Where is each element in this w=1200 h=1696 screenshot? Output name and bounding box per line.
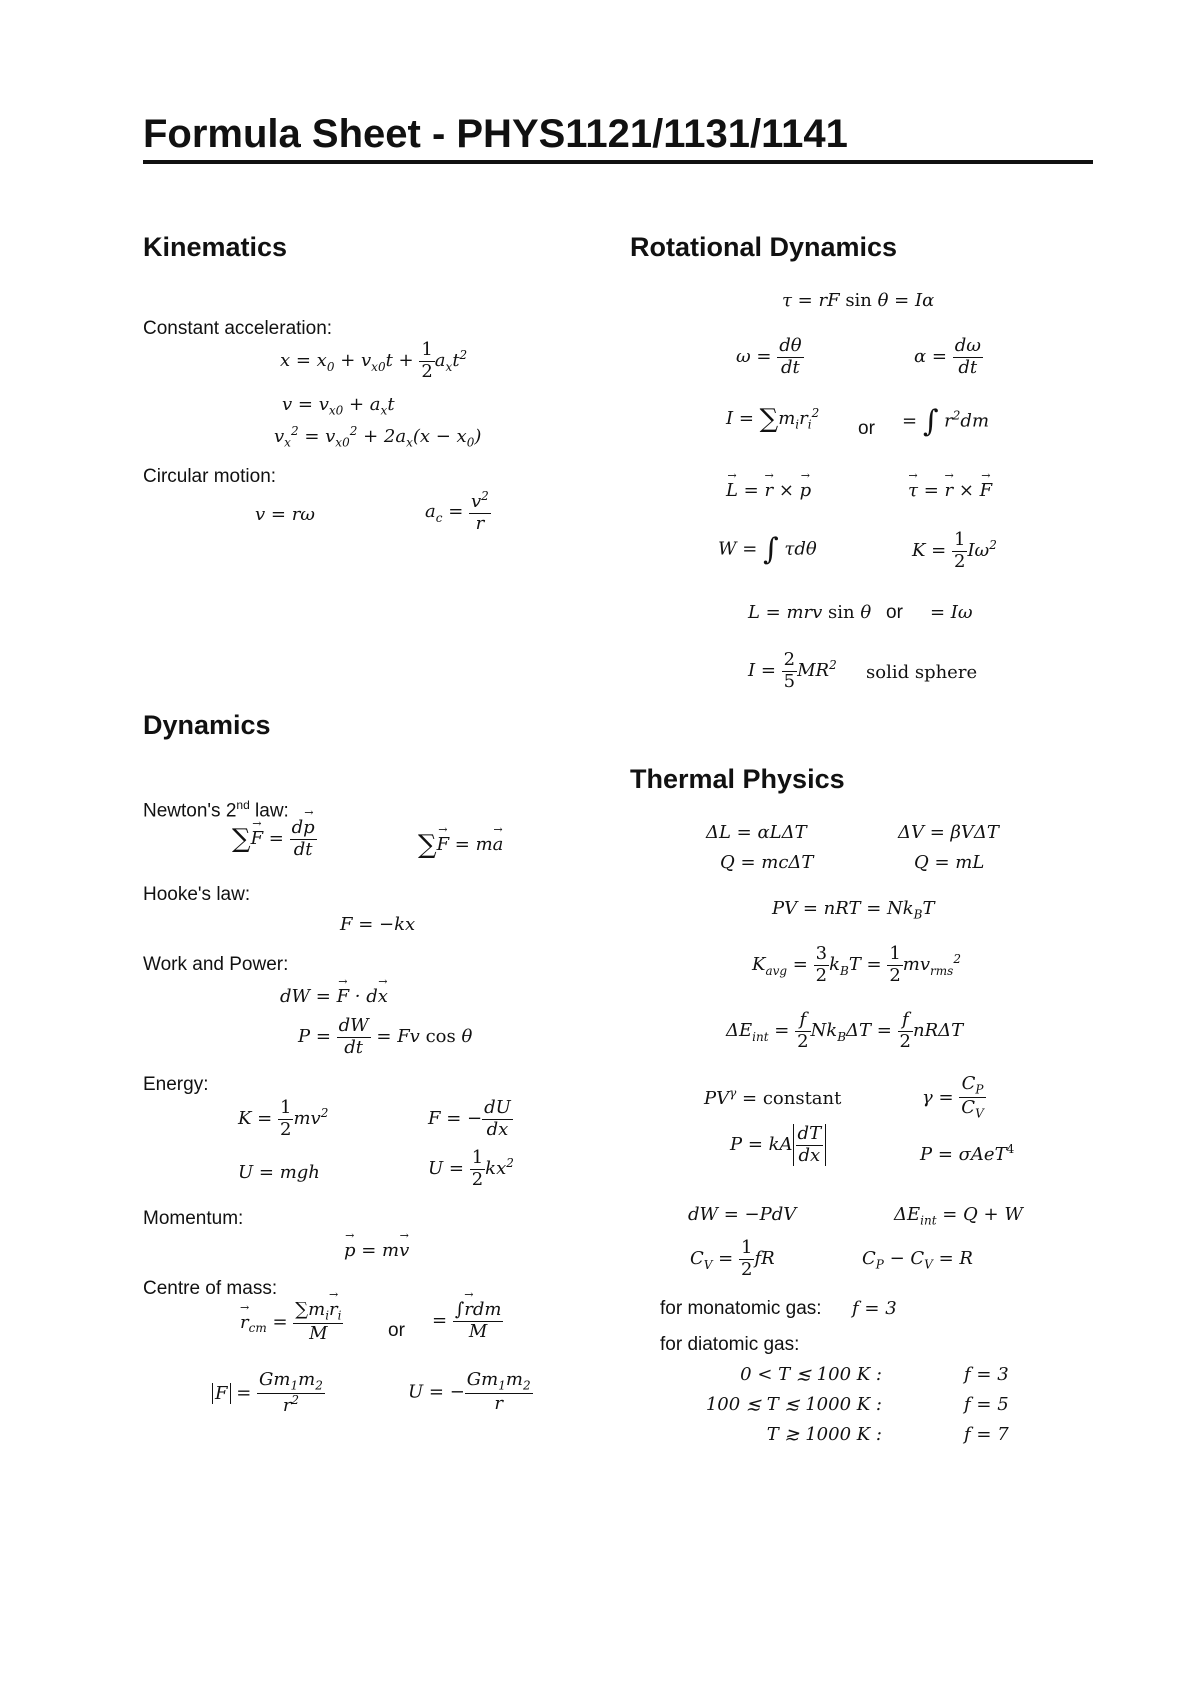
gravitational-potential-energy-equation: U = − $\frac{Gm_1m_2}{r}$ (408, 1369, 531, 1415)
angular-momentum-or: or (886, 602, 903, 623)
first-law-equation: $\Delta E_{int} = Q + W$ (894, 1204, 1023, 1228)
average-kinetic-energy-equation: $K_{avg}$ = $\frac{3}{2}$ $k_BT$ = $\frac{1}{2}$ $mv_{rms}^2$ (752, 943, 961, 986)
power-equation: P = $\frac{dW}{dt}$ = Fv cos θ (298, 1015, 473, 1058)
heat-capacity-ratio-equation: γ = $\frac{C_P}{C_V}$ (922, 1073, 984, 1121)
internal-energy-equation: $\Delta E_{int}$ = $\frac{f}{2}$ $Nk_B\Delta T$ = $\frac{f}{2}$ nRΔT (726, 1009, 964, 1052)
inertia-or: or (858, 418, 875, 439)
conduction-equation: P = kA $\frac{dT}{dx}$ (730, 1124, 826, 1166)
centre-of-mass-sum-equation: → $r_{cm}$ = $\frac{\sum m_i\to r_i}{M}$ (240, 1300, 343, 1345)
solid-sphere-inertia-equation: I = $\frac{2}{5}$ $MR^2$ (748, 649, 837, 692)
diatomic-label: for diatomic gas: (660, 1334, 800, 1355)
rotational-work-equation: W = ∫ τdθ (718, 532, 817, 567)
angular-velocity-equation: ω = $\frac{d\theta}{dt}$ (736, 335, 802, 378)
hookes-law-label: Hooke's law: (143, 884, 251, 905)
circular-motion-label: Circular motion: (143, 466, 277, 487)
velocity-equation: $v = v_{x0} + a_xt$ (282, 394, 395, 418)
monatomic-label: for monatomic gas: (660, 1298, 822, 1319)
newton-force-equation: ∑→ F = m→ a (418, 830, 503, 860)
gravitational-potential-equation: U = mgh (238, 1162, 320, 1183)
diatomic-range-2: 100 ≲ T ≲ 1000 K : (705, 1394, 882, 1415)
angular-momentum-vector-equation: → L = → r × → p (726, 480, 811, 501)
moment-of-inertia-integral-equation: = ∫ $r^2dm$ (902, 404, 990, 439)
diatomic-f-1: f = 3 (964, 1364, 1009, 1385)
rotational-dynamics-heading: Rotational Dynamics (630, 232, 898, 262)
cv-equation: $C_V$ = $\frac{1}{2}$ fR (690, 1237, 775, 1280)
volume-expansion-equation: ΔV = βVΔT (898, 822, 999, 843)
angular-momentum-equation: L = mrv sin θ (748, 602, 872, 623)
velocity-squared-equation: $v_x^2 = v_{x0}^2 + 2a_x(x - x_0)$ (274, 424, 482, 450)
ideal-gas-equation: PV = nRT = $Nk_BT$ (772, 898, 935, 922)
angular-acceleration-equation: α = $\frac{d\omega}{dt}$ (914, 335, 981, 378)
diatomic-range-3: T ≳ 1000 K : (766, 1424, 882, 1445)
thermal-physics-heading: Thermal Physics (630, 764, 845, 794)
rotational-kinetic-energy-equation: K = $\frac{1}{2}$ $I\omega^2$ (912, 529, 997, 572)
kinetic-energy-equation: K = $\frac{1}{2}$ $mv^2$ (238, 1097, 329, 1140)
dynamics-heading: Dynamics (143, 710, 271, 740)
newton-second-law-label: Newton's 2nd law: (143, 798, 289, 822)
work-gas-equation: dW = −PdV (688, 1204, 797, 1225)
angular-momentum-inertia-equation: = Iω (930, 602, 973, 623)
page-title: Formula Sheet - PHYS1121/1131/1141 (143, 112, 848, 156)
cp-cv-equation: $C_P - C_V = R$ (862, 1248, 973, 1272)
torque-vector-equation: → τ = → r × → F (908, 480, 992, 501)
work-equation: dW = → F · d→ x (280, 986, 388, 1007)
kinematics-heading: Kinematics (143, 232, 288, 262)
centre-of-mass-integral-equation: = $\frac{\text{∫→ rdm}}{M}$ (432, 1300, 503, 1342)
specific-heat-equation: Q = mcΔT (720, 852, 814, 873)
linear-expansion-equation: ΔL = αLΔT (706, 822, 807, 843)
torque-equation: τ = rF sin θ = Iα (782, 290, 935, 311)
newton-momentum-equation: ∑→ F = $\frac{d\to p}{dt}$ (232, 818, 317, 860)
diatomic-f-2: f = 5 (964, 1394, 1009, 1415)
work-power-label: Work and Power: (143, 954, 289, 975)
solid-sphere-label: solid sphere (866, 662, 978, 683)
radiation-equation: P = σAeT$^4$ (920, 1142, 1015, 1165)
position-equation: $x = x_0 + v_{x0}t$ + $\frac{1}{2}$ $a_xt^2$ (280, 339, 468, 382)
force-potential-equation: F = − $\frac{dU}{dx}$ (428, 1097, 511, 1140)
constant-acceleration-label: Constant acceleration: (143, 318, 333, 339)
hookes-law-equation: F = −kx (340, 914, 416, 935)
diatomic-f-3: f = 7 (964, 1424, 1009, 1445)
centre-of-mass-label: Centre of mass: (143, 1278, 278, 1299)
momentum-label: Momentum: (143, 1208, 244, 1229)
spring-potential-equation: U = $\frac{1}{2}$ $kx^2$ (428, 1147, 514, 1190)
gravitational-force-equation: F = $\frac{Gm_1m_2}{r^2}$ (212, 1370, 325, 1417)
circular-velocity-equation: v = rω (255, 504, 315, 525)
adiabatic-equation: $PV^\gamma$ = constant (704, 1086, 842, 1109)
title-rule (143, 160, 1093, 164)
energy-label: Energy: (143, 1074, 209, 1095)
centre-of-mass-or: or (388, 1320, 405, 1341)
latent-heat-equation: Q = mL (914, 852, 985, 873)
monatomic-f-value: f = 3 (852, 1298, 897, 1319)
momentum-equation: → p = m→ v (344, 1240, 409, 1261)
moment-of-inertia-sum-equation: $I = \sum m_ir_i^2$ (726, 404, 820, 434)
centripetal-acceleration-equation: $a_c$ = $\frac{v^2}{r}$ (425, 489, 489, 534)
diatomic-range-1: 0 < T ≲ 100 K : (740, 1364, 882, 1385)
